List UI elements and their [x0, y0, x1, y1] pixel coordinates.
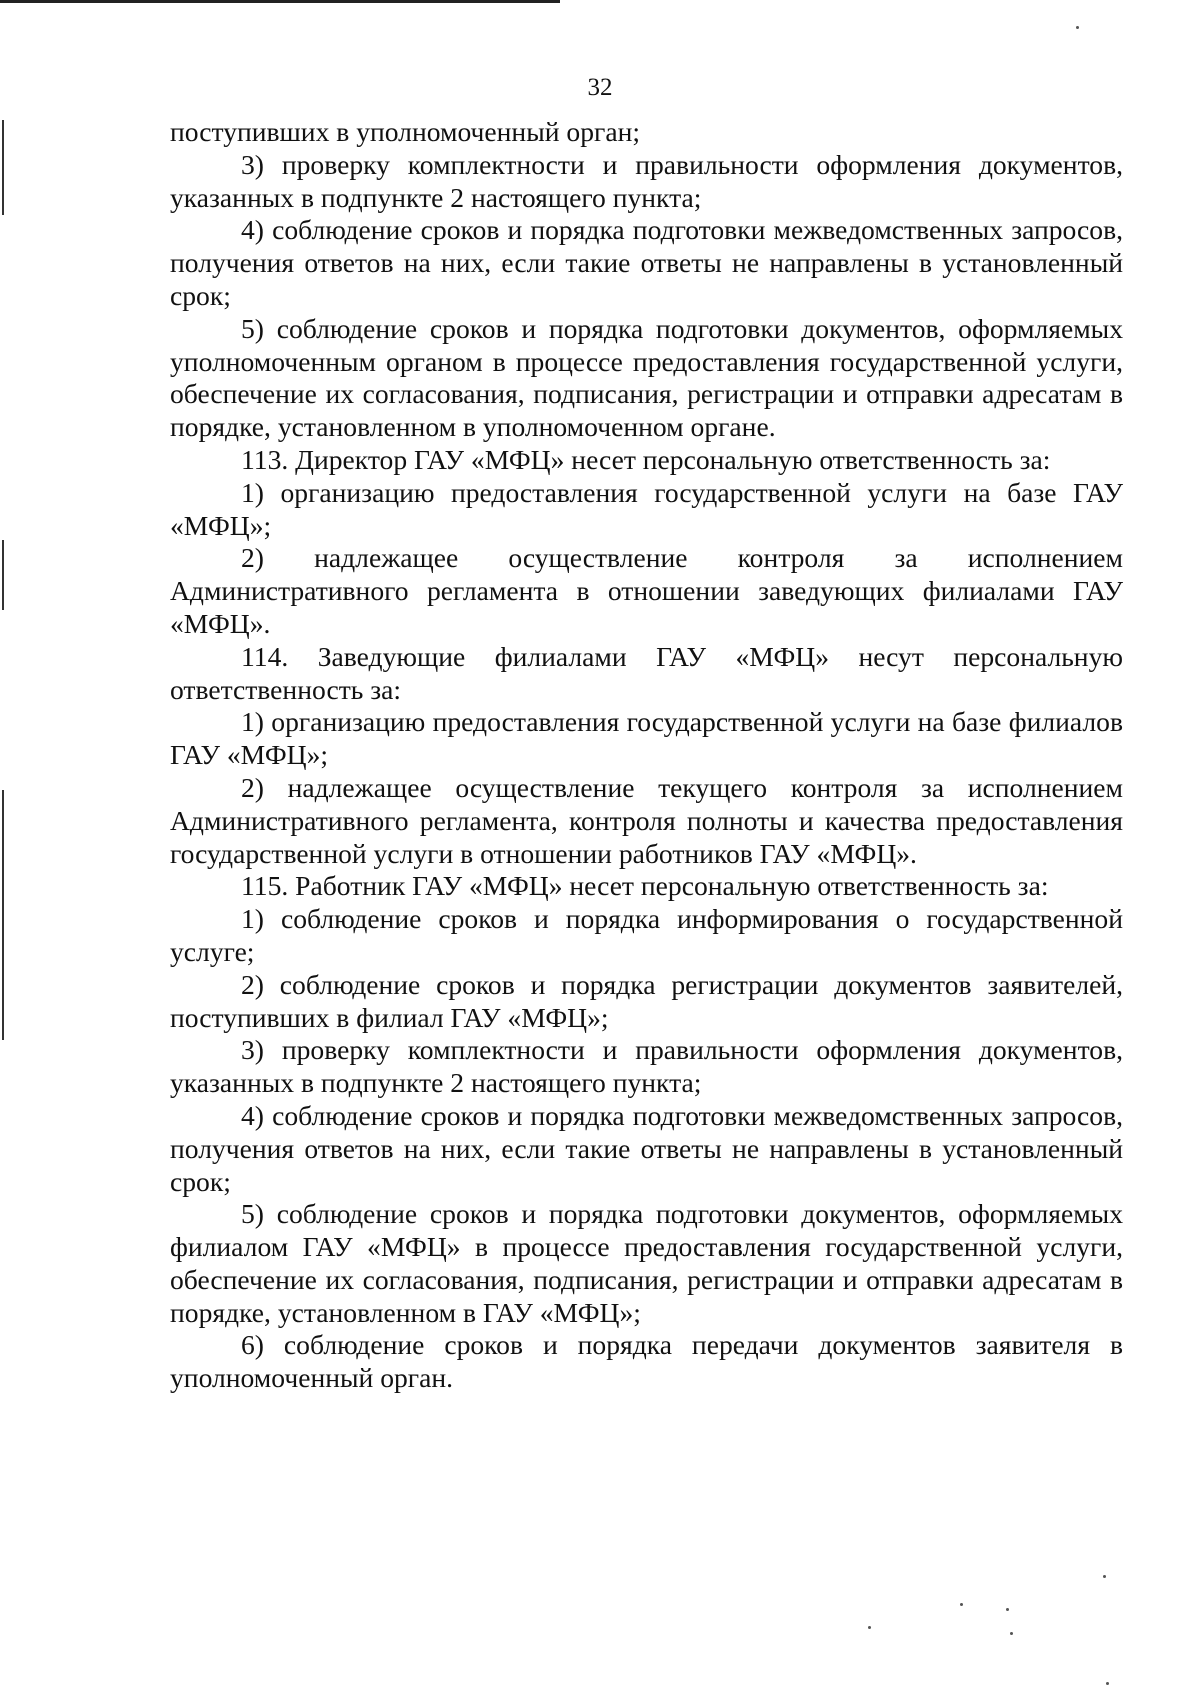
scan-speck	[1103, 1575, 1106, 1578]
paragraph: 6) соблюдение сроков и порядка передачи документов заявителя в уполномоченный орган.	[170, 1329, 1123, 1394]
scan-speck	[1006, 1608, 1009, 1611]
paragraph: 2) надлежащее осуществление текущего контроля за исполнением Административного регламента, контроля полноты и качества предоставления государственной услуги в отношении работников ГАУ «МФЦ».	[170, 771, 1123, 869]
paragraph: 113. Директор ГАУ «МФЦ» несет персональную ответственность за:	[241, 443, 1051, 475]
scan-edge-top	[0, 0, 560, 3]
paragraph: 1) организацию предоставления государственной услуги на базе филиалов ГАУ «МФЦ»;	[170, 706, 1123, 771]
scan-speck	[1010, 1632, 1013, 1635]
paragraph: 114. Заведующие филиалами ГАУ «МФЦ» несут персональную ответственность за:	[170, 640, 1123, 705]
scan-speck	[1106, 1682, 1109, 1685]
paragraph: 5) соблюдение сроков и порядка подготовки документов, оформляемых филиалом ГАУ «МФЦ» в процессе предоставления государственной услуги, обеспечение их согласования, подписания, регистрации и отправки адресатам в порядке, установленном в ГАУ «МФЦ»;	[170, 1198, 1123, 1328]
paragraph: 1) соблюдение сроков и порядка информирования о государственной услуге;	[170, 903, 1123, 967]
paragraph: 4) соблюдение сроков и порядка подготовки межведомственных запросов, получения ответов на них, если такие ответы не направлены в установленный срок;	[170, 214, 1123, 311]
scan-speck	[1076, 26, 1079, 29]
paragraph: 2) надлежащее осуществление контроля за исполнением Административного регламента в отношении заведующих филиалами ГАУ «МФЦ».	[170, 542, 1123, 639]
page-number: 32	[587, 74, 613, 101]
scan-edge-left	[2, 790, 4, 1040]
document-body	[170, 116, 1123, 1395]
paragraph: 3) проверку комплектности и правильности оформления документов, указанных в подпункте 2 настоящего пункта;	[170, 148, 1123, 213]
paragraph: 1) организацию предоставления государственной услуги на базе ГАУ «МФЦ»;	[170, 476, 1123, 541]
scan-edge-left	[2, 540, 4, 610]
scan-speck	[868, 1626, 871, 1629]
paragraph: 2) соблюдение сроков и порядка регистрации документов заявителей, поступивших в филиал ГАУ «МФЦ»;	[170, 968, 1123, 1033]
scan-speck	[960, 1603, 963, 1606]
paragraph: поступивших в уполномоченный орган;	[170, 116, 640, 147]
paragraph: 115. Работник ГАУ «МФЦ» несет персональную ответственность за:	[241, 870, 1049, 902]
paragraph: 5) соблюдение сроков и порядка подготовки документов, оформляемых уполномоченным органом в процессе предоставления государственной услуги, обеспечение их согласования, подписания, регистрации и отправки адресатам в порядке, установленном в уполномоченном органе.	[170, 312, 1123, 443]
scan-edge-left	[2, 120, 4, 215]
paragraph: 4) соблюдение сроков и порядка подготовки межведомственных запросов, получения ответов на них, если такие ответы не направлены в установленный срок;	[170, 1099, 1123, 1197]
paragraph: 3) проверку комплектности и правильности оформления документов, указанных в подпункте 2 настоящего пункта;	[170, 1034, 1123, 1099]
